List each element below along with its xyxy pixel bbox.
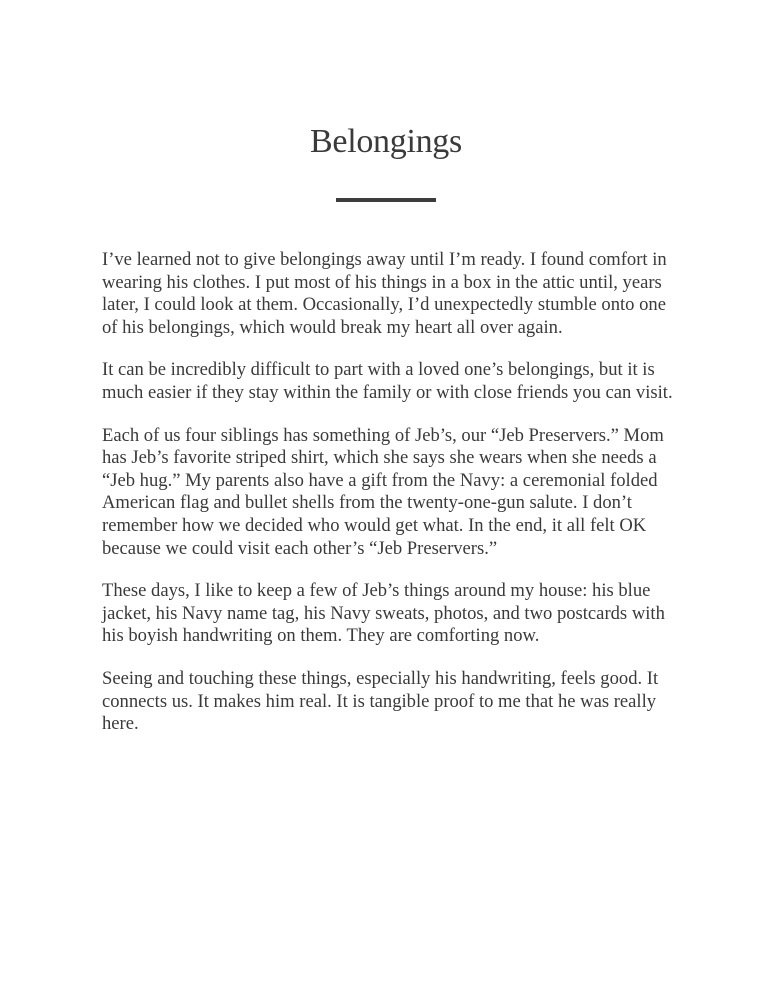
paragraph-2: It can be incredibly difficult to part with a loved one’s belongings, but it is much easier if they stay within the family or with close friends you can visit. [102, 359, 673, 403]
body-text [102, 249, 674, 756]
page-title: Belongings [310, 123, 462, 160]
paragraph-5: Seeing and touching these things, especially his handwriting, feels good. It connects us. It makes him real. It is tangible proof to me that he was really here. [102, 667, 659, 735]
paragraph-3: Each of us four siblings has something of Jeb’s, our “Jeb Preservers.” Mom has Jeb’s favorite striped shirt, which she says she wears when she needs a “Jeb hug.” My parents also have a gift from the Navy: a ceremonial folded American flag and bullet shells from the twenty-one-gun salute. I don’t remember how we decided who would get what. In the end, it all felt OK because we could visit each other’s “Jeb Preservers.” [102, 424, 664, 559]
title-divider [336, 198, 436, 202]
paragraph-1: I’ve learned not to give belongings away until I’m ready. I found comfort in wearing his clothes. I put most of his things in a box in the attic until, years later, I could look at them. Occasionally, I’d unexpectedly stumble onto one of his belongings, which would break my heart all over again. [102, 249, 667, 338]
paragraph-4: These days, I like to keep a few of Jeb’s things around my house: his blue jacket, his Navy name tag, his Navy sweats, photos, and two postcards with his boyish handwriting on them. They are comforting now. [102, 580, 665, 647]
